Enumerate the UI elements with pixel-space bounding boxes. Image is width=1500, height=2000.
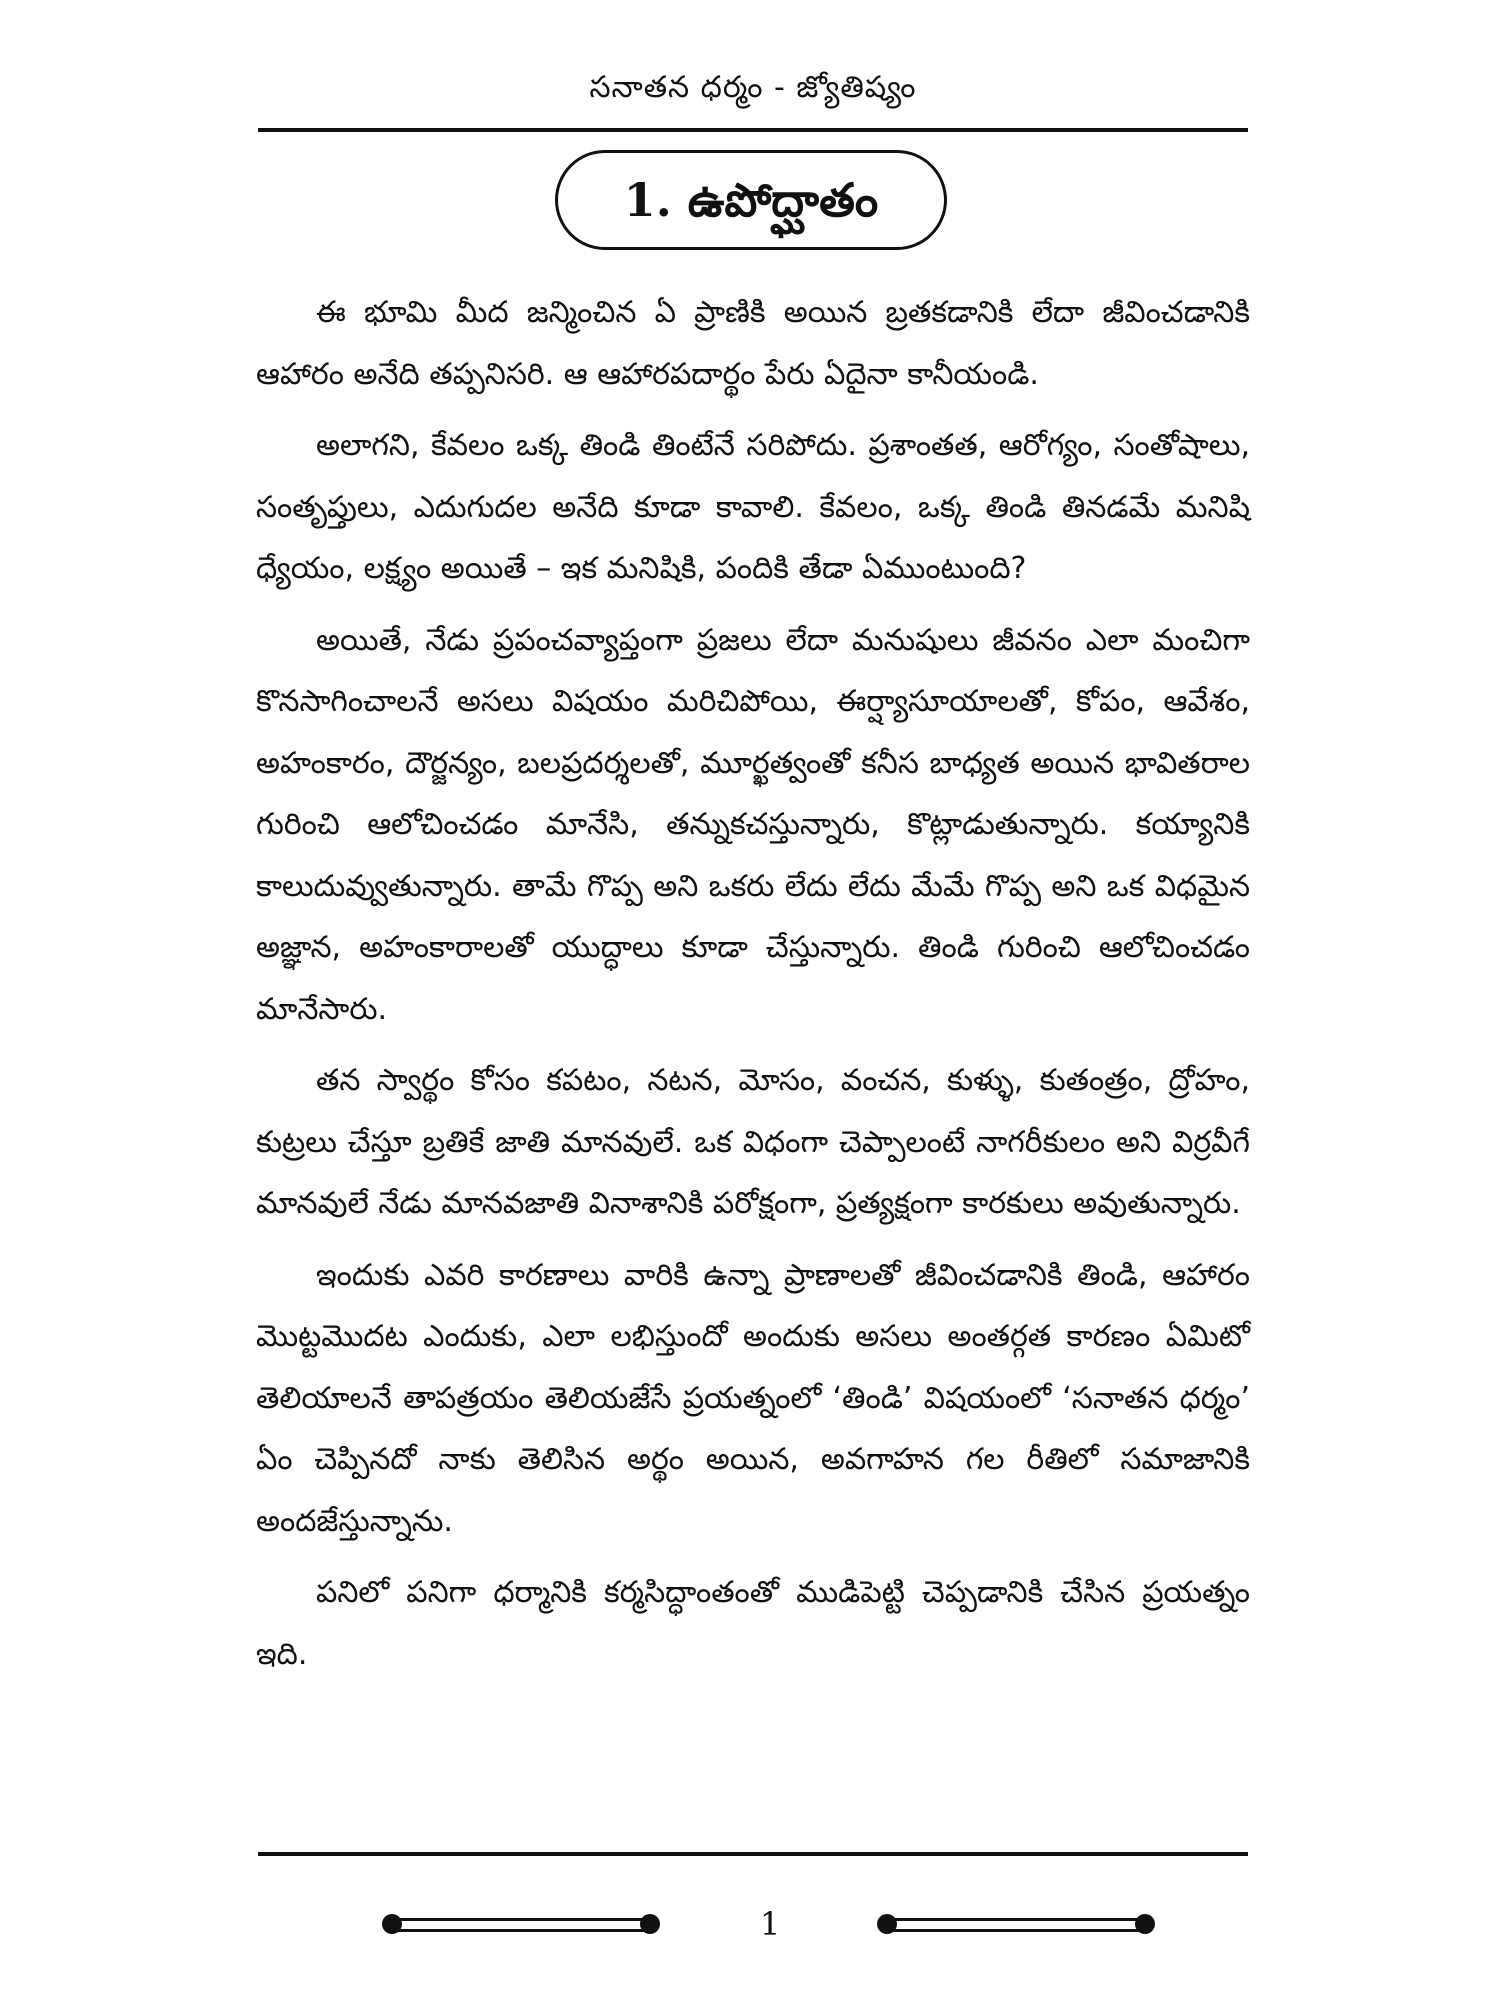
page-footer: [380, 1906, 1160, 1946]
body-text: [256, 282, 1250, 1695]
footer-ornament-left: [390, 1918, 650, 1932]
footer-ornament-dot-icon: [640, 1914, 660, 1934]
paragraph-5: ఇందుకు ఎవరి కారణాలు వారికి ఉన్నా ప్రాణాలతో జీవించడానికి తిండి, ఆహారం మొట్టమొదట ఎందుకు, ఎలా లభిస్తుందో అందుకు అసలు అంతర్గత కారణం ఏమిటో తెలియాలనే తాపత్రయం తెలియజేసే ప్రయత్నంలో ‘తిండి’ విషయంలో ‘సనాతన ధర్మం’ ఏం చెప్పినదో నాకు తెలిసిన అర్థం అయిన, అవగాహన గల రీతిలో సమాజానికి అందజేస్తున్నాను.: [256, 1257, 1250, 1539]
page-number: 1: [759, 1905, 781, 1943]
footer-ornament-dot-icon: [877, 1914, 897, 1934]
paragraph-2: అలాగని, కేవలం ఒక్క తిండి తింటేనే సరిపోదు. ప్రశాంతత, ఆరోగ్యం, సంతోషాలు, సంతృప్తులు, ఎదుగుదల అనేది కూడా కావాలి. కేవలం, ఒక్క తిండి తినడమే మనిషి ధ్యేయం, లక్ష్యం అయితే – ఇక మనిషికి, పందికి తేడా ఏముంటుంది?: [256, 428, 1250, 586]
running-header: సనాతన ధర్మం - జ్యోతిష్యం: [589, 70, 917, 105]
footer-ornament-right: [885, 1918, 1145, 1932]
chapter-title-box: [555, 150, 947, 250]
paragraph-3: అయితే, నేడు ప్రపంచవ్యాప్తంగా ప్రజలు లేదా మనుషులు జీవనం ఎలా మంచిగా కొనసాగించాలనే అసలు విషయం మరిచిపోయి, ఈర్ష్యాసూయాలతో, కోపం, ఆవేశం, అహంకారం, దౌర్జన్యం, బలప్రదర్శలతో, మూర్ఖత్వంతో కనీస బాధ్యత అయిన భావితరాల గురించి ఆలోచించడం మానేసి, తన్నుకచస్తున్నారు, కొట్లాడుతున్నారు. కయ్యానికి కాలుదువ్వుతున్నారు. తామే గొప్ప అని ఒకరు లేదు లేదు మేమే గొప్ప అని ఒక విధమైన అజ్ఞాన, అహంకారాలతో యుద్ధాలు కూడా చేస్తున్నారు. తిండి గురించి ఆలోచించడం మానేసారు.: [256, 622, 1250, 1027]
footer-ornament-dot-icon: [382, 1914, 402, 1934]
paragraph-4: తన స్వార్థం కోసం కపటం, నటన, మోసం, వంచన, కుళ్ళు, కుతంత్రం, ద్రోహం, కుట్రలు చేస్తూ బ్రతికే జాతి మానవులే. ఒక విధంగా చెప్పాలంటే నాగరీకులం అని విర్రవీగే మానవులే నేడు మానవజాతి వినాశానికి పరోక్షంగా, ప్రత్యక్షంగా కారకులు అవుతున్నారు.: [256, 1063, 1250, 1221]
paragraph-1: ఈ భూమి మీద జన్మించిన ఏ ప్రాణికి అయిన బ్రతకడానికి లేదా జీవించడానికి ఆహారం అనేది తప్పనిసరి. ఆ ఆహారపదార్థం పేరు ఏదైనా కానీయండి.: [256, 295, 1250, 392]
paragraph-6: పనిలో పనిగా ధర్మానికి కర్మసిద్ధాంతంతో ముడిపెట్టి చెప్పడానికి చేసిన ప్రయత్నం ఇది.: [256, 1575, 1250, 1672]
header-rule: [258, 128, 1248, 132]
footer-ornament-dot-icon: [1135, 1914, 1155, 1934]
footer-rule: [258, 1852, 1248, 1856]
chapter-title: 1. ఉపోద్ఘాతం: [623, 173, 879, 227]
